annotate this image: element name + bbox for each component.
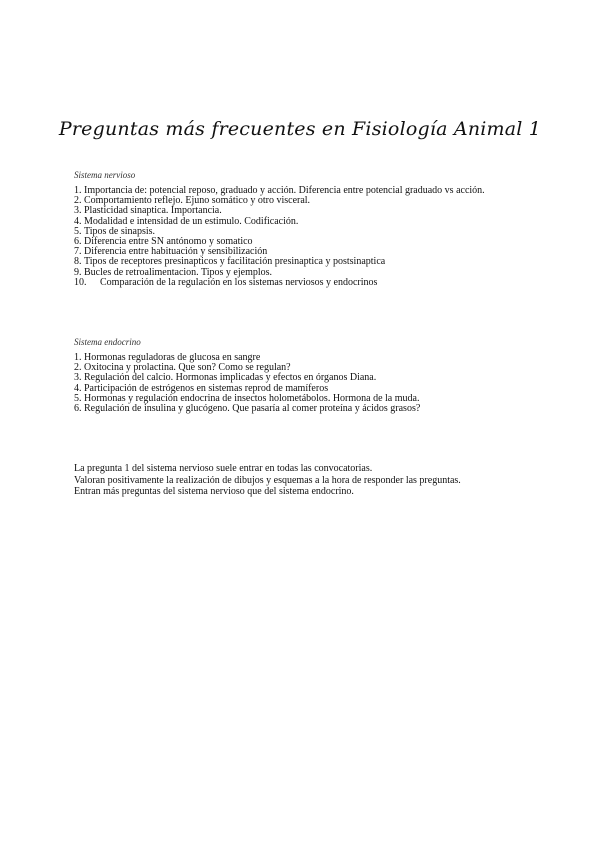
note-line: Valoran positivamente la realización de dibujos y esquemas a la hora de responder las preguntas. xyxy=(74,474,461,486)
page-title: Preguntas más frecuentes en Fisiología Animal 1 xyxy=(58,118,542,140)
list-item: 2. Oxitocina y prolactina. Que son? Como se regulan? xyxy=(74,362,291,374)
list-sistema-endocrino xyxy=(74,353,514,414)
list-item: 10. Comparación de la regulación en los sistemas nerviosos y endocrinos xyxy=(74,276,378,288)
list-item: 2. Comportamiento reflejo. Ejuno somático y otro visceral. xyxy=(74,195,311,207)
list-item: 5. Hormonas y regulación endocrina de insectos holometábolos. Hormona de la muda. xyxy=(74,392,420,404)
list-item: 7. Diferencia entre habituación y sensibilización xyxy=(74,246,268,258)
notes-block xyxy=(74,463,534,498)
note-line: La pregunta 1 del sistema nervioso suele entrar en todas las convocatorias. xyxy=(74,463,373,474)
list-sistema-nervioso xyxy=(74,186,514,288)
list-item: 5. Tipos de sinapsis. xyxy=(74,225,156,237)
section-label-sistema-endocrino: Sistema endocrino xyxy=(74,337,141,347)
list-item: 8. Tipos de receptores presinapticos y facilitación presinaptica y postsinaptica xyxy=(74,256,386,268)
list-item: 4. Modalidad e intensidad de un estimulo. Codificación. xyxy=(74,215,299,227)
note-line: Entran más preguntas del sistema nervioso que del sistema endocrino. xyxy=(74,486,354,497)
list-item: 6. Regulación de insulina y glucógeno. Que pasaría al comer proteína y ácidos grasos? xyxy=(74,403,421,415)
section-label-sistema-nervioso: Sistema nervioso xyxy=(74,170,136,180)
list-item: 9. Bucles de retroalimentacion. Tipos y ejemplos. xyxy=(74,266,273,278)
list-item: 3. Regulación del calcio. Hormonas implicadas y efectos en órganos Diana. xyxy=(74,372,377,384)
list-item: 4. Participación de estrógenos en sistemas reprod de mamíferos xyxy=(74,382,329,394)
list-item: 1. Importancia de: potencial reposo, graduado y acción. Diferencia entre potencial graduado vs acción. xyxy=(74,185,485,196)
list-item: 6. Diferencia entre SN antónomo y somatico xyxy=(74,236,253,248)
list-item: 1. Hormonas reguladoras de glucosa en sangre xyxy=(74,352,261,363)
list-item: 3. Plasticidad sinaptica. Importancia. xyxy=(74,205,222,217)
